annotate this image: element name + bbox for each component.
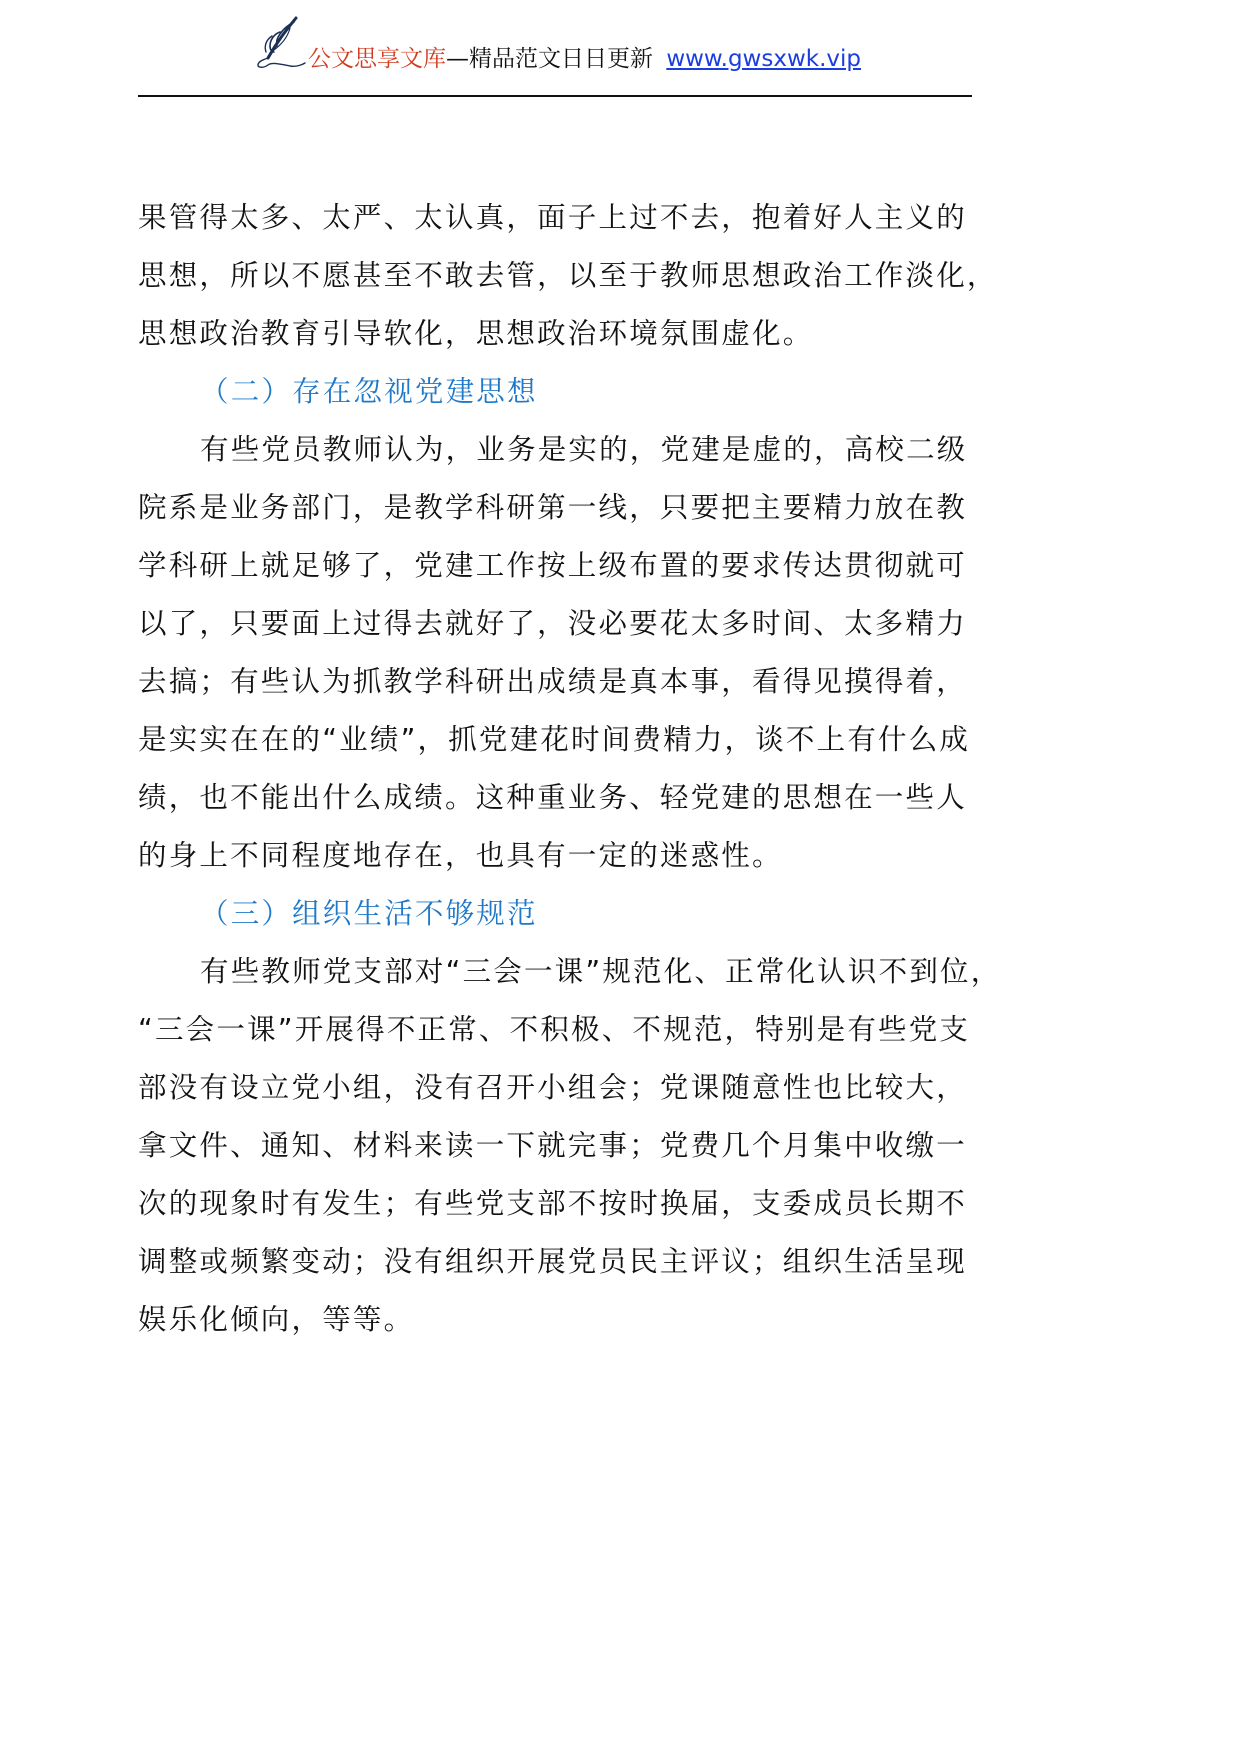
brand-name: 公文思享文库 xyxy=(308,46,446,72)
body-line: 思想政治教育引导软化，思想政治环境氛围虚化。 xyxy=(138,317,814,350)
body-line: 娱乐化倾向，等等。 xyxy=(138,1303,415,1336)
body-line: 部没有设立党小组，没有召开小组会；党课随意性也比较大， xyxy=(138,1071,967,1104)
body-line: 次的现象时有发生；有些党支部不按时换届，支委成员长期不 xyxy=(138,1187,967,1220)
body-line: “三会一课”开展得不正常、不积极、不规范，特别是有些党支 xyxy=(138,1013,971,1046)
header-tagline: —精品范文日日更新 xyxy=(446,46,661,72)
paragraph-first-line: 有些教师党支部对“三会一课”规范化、正常化认识不到位， xyxy=(200,955,1002,988)
body-line: 拿文件、通知、材料来读一下就完事；党费几个月集中收缴一 xyxy=(138,1129,967,1162)
body-line: 是实实在在的“业绩”，抓党建花时间费精力，谈不上有什么成 xyxy=(138,723,971,756)
body-line: 绩，也不能出什么成绩。这种重业务、轻党建的思想在一些人 xyxy=(138,781,967,814)
site-link[interactable]: www.gwsxwk.vip xyxy=(666,46,861,72)
body-line: 调整或频繁变动；没有组织开展党员民主评议；组织生活呈现 xyxy=(138,1245,967,1278)
body-line: 的身上不同程度地存在，也具有一定的迷惑性。 xyxy=(138,839,783,872)
header-divider xyxy=(138,95,972,97)
body-line: 果管得太多、太严、太认真，面子上过不去，抱着好人主义的 xyxy=(138,201,967,234)
section-heading-3: （三）组织生活不够规范 xyxy=(200,897,538,930)
header-banner xyxy=(308,44,861,74)
section-heading-2: （二）存在忽视党建思想 xyxy=(200,375,538,408)
body-line: 院系是业务部门，是教学科研第一线，只要把主要精力放在教 xyxy=(138,491,967,524)
quill-pen-icon xyxy=(250,14,306,72)
body-line: 以了，只要面上过得去就好了，没必要花太多时间、太多精力 xyxy=(138,607,967,640)
page-header xyxy=(0,0,1240,100)
body-line: 思想，所以不愿甚至不敢去管，以至于教师思想政治工作淡化， xyxy=(138,259,998,292)
body-line: 学科研上就足够了，党建工作按上级布置的要求传达贯彻就可 xyxy=(138,549,967,582)
paragraph-first-line: 有些党员教师认为，业务是实的，党建是虚的，高校二级 xyxy=(200,433,968,466)
body-line: 去搞；有些认为抓教学科研出成绩是真本事，看得见摸得着， xyxy=(138,665,967,698)
document-body xyxy=(138,196,1002,1356)
